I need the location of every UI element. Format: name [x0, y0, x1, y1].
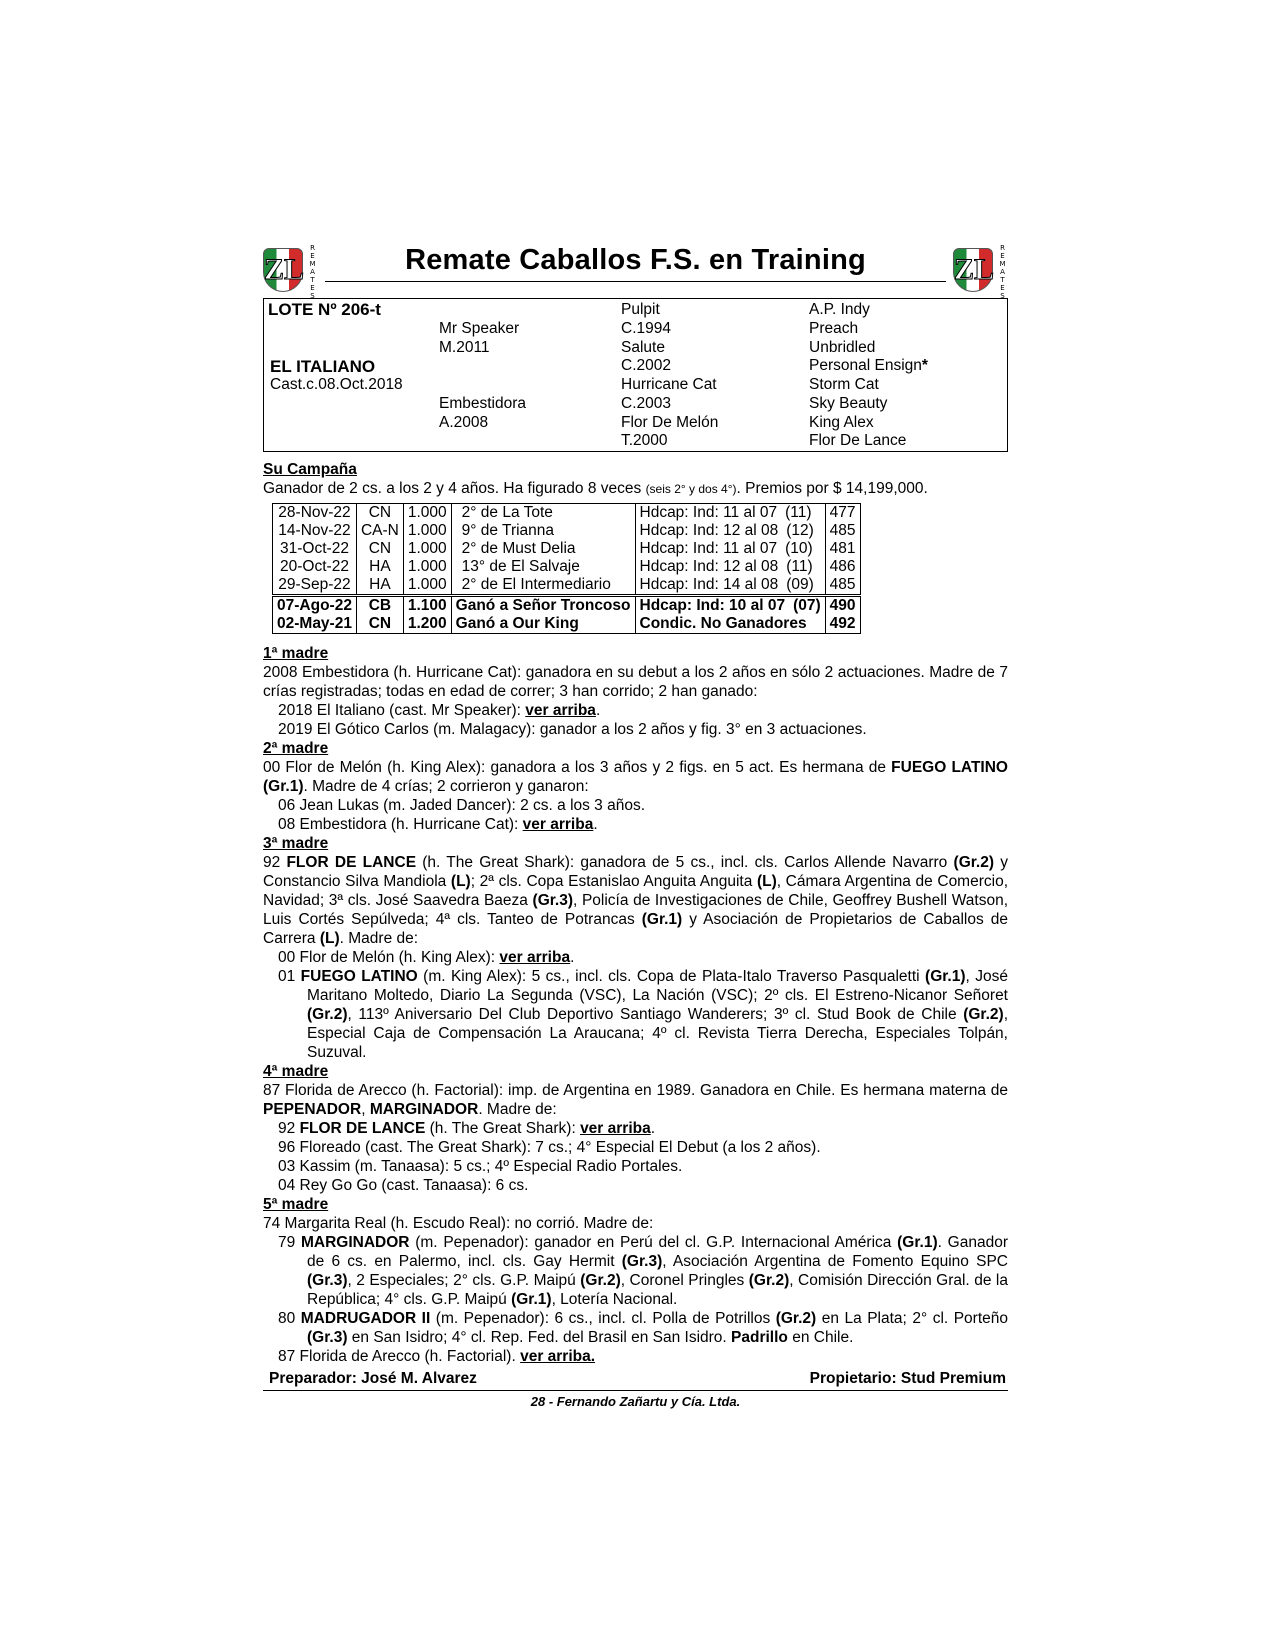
pedigree-g3: Storm Cat	[809, 376, 879, 393]
ver-arriba-link[interactable]: ver arriba	[580, 1120, 651, 1137]
race-result: 13° de El Salvaje	[451, 558, 635, 576]
pedigree-g3: Preach	[809, 320, 859, 337]
pedigree-g2: Pulpit	[621, 301, 660, 318]
fourth-dam-section	[263, 1062, 1008, 1195]
produce-line: 80 MADRUGADOR II (m. Pepenador): 6 cs., incl. cl. Polla de Potrillos (Gr.2) en La Plata; 2° cl. Porteño (Gr.3) en San Isidro; 4° cl. Rep. Fed. del Brasil en San Isidro. Padrillo en Chile.	[278, 1310, 1008, 1346]
ver-arriba-link[interactable]: ver arriba	[499, 949, 571, 966]
race-condition: Hdcap: Ind: 10 al 07 (07)	[635, 596, 825, 616]
race-distance: 1.000	[403, 522, 451, 540]
race-result: 2° de Must Delia	[451, 540, 635, 558]
race-date: 07-Ago-22	[273, 596, 357, 616]
lote-number: LOTE Nº 206-t	[268, 300, 381, 319]
dam: Embestidora	[439, 395, 527, 412]
pedigree-g3: Personal Ensign*	[809, 357, 928, 374]
win-row	[273, 596, 861, 616]
page-title: Remate Caballos F.S. en Training	[325, 244, 946, 282]
race-row	[273, 558, 861, 576]
logo-left: ZL REMATES	[264, 244, 317, 300]
race-track: CN	[356, 540, 403, 558]
produce-line: 00 Flor de Melón (h. King Alex): ver arriba.	[278, 949, 575, 966]
ver-arriba-link[interactable]: ver arriba	[525, 702, 596, 719]
paragraph: 87 Florida de Arecco (h. Factorial): imp. de Argentina en 1989. Ganadora en Chile. Es hermana materna de PEPENADOR, MARGINADOR. Madre de:	[263, 1082, 1008, 1118]
race-weight: 481	[825, 540, 860, 558]
campaign-section	[263, 460, 1008, 499]
section-heading: 2ª madre	[263, 740, 329, 757]
footer-credits	[263, 1370, 1008, 1391]
race-condition: Hdcap: Ind: 14 al 08 (09)	[635, 576, 825, 596]
race-track: HA	[356, 558, 403, 576]
pedigree-g2: Salute	[621, 339, 665, 356]
pedigree-g2: Flor De Melón	[621, 414, 719, 431]
pedigree-g2: C.2002	[621, 357, 671, 374]
race-weight: 477	[825, 504, 860, 523]
logo-right: ZL REMATES	[954, 244, 1007, 300]
race-track: CA-N	[356, 522, 403, 540]
race-row	[273, 504, 861, 523]
race-distance: 1.200	[403, 615, 451, 634]
race-date: 20-Oct-22	[273, 558, 357, 576]
logo-vertical-text: REMATES	[998, 244, 1007, 300]
paragraph: 2008 Embestidora (h. Hurricane Cat): ganadora en su debut a los 2 años en sólo 2 actuaciones. Madre de 7 crías registradas; todas en edad de correr; 3 han corrido; 2 han ganado:	[263, 664, 1008, 700]
race-condition: Hdcap: Ind: 11 al 07 (10)	[635, 540, 825, 558]
campaign-summary: Ganador de 2 cs. a los 2 y 4 años. Ha figurado 8 veces (seis 2° y dos 4°). Premios por $ 14,199,000.	[263, 480, 928, 497]
pedigree-box	[263, 298, 1008, 452]
section-heading: 1ª madre	[263, 645, 329, 662]
dam-info: A.2008	[439, 414, 489, 431]
race-result: Ganó a Our King	[451, 615, 635, 634]
page-footer: 28 - Fernando Zañartu y Cía. Ltda.	[530, 1394, 741, 1409]
race-condition: Hdcap: Ind: 11 al 07 (11)	[635, 504, 825, 523]
race-distance: 1.000	[403, 540, 451, 558]
owner: Propietario: Stud Premium	[809, 1370, 1006, 1387]
section-heading: 4ª madre	[263, 1063, 329, 1080]
race-result: 2° de La Tote	[451, 504, 635, 523]
catalog-page	[263, 240, 1008, 1409]
produce-line: 06 Jean Lukas (m. Jaded Dancer): 2 cs. a los 3 años.	[278, 797, 646, 814]
race-date: 02-May-21	[273, 615, 357, 634]
race-weight: 490	[825, 596, 860, 616]
race-weight: 486	[825, 558, 860, 576]
race-result: 2° de El Intermediario	[451, 576, 635, 596]
paragraph: 74 Margarita Real (h. Escudo Real): no corrió. Madre de:	[263, 1215, 654, 1232]
horse-desc: Cast.c.08.Oct.2018	[270, 376, 403, 393]
campaign-heading: Su Campaña	[263, 461, 357, 478]
race-date: 29-Sep-22	[273, 576, 357, 596]
pedigree-g3: King Alex	[809, 414, 874, 431]
race-condition: Hdcap: Ind: 12 al 08 (11)	[635, 558, 825, 576]
third-dam-section	[263, 834, 1008, 1062]
race-track: CN	[356, 615, 403, 634]
pedigree-g3: Sky Beauty	[809, 395, 888, 412]
race-row	[273, 540, 861, 558]
ver-arriba-link[interactable]: ver arriba	[522, 816, 594, 833]
produce-line: 96 Floreado (cast. The Great Shark): 7 cs.; 4° Especial El Debut (a los 2 años).	[278, 1139, 821, 1156]
produce-line: 79 MARGINADOR (m. Pepenador): ganador en Perú del cl. G.P. Internacional América (Gr.1). Ganador de 6 cs. en Palermo, incl. cls. Gay Hermit (Gr.3), Asociación Argentina de Fomento Equino SPC (Gr.3), 2 Especiales; 2° cls. G.P. Maipú (Gr.2), Coronel Pringles (Gr.2), Comisión Dirección Gral. de la República; 4° cls. G.P. Maipú (Gr.1), Lotería Nacional.	[278, 1234, 1008, 1308]
pedigree-g3: A.P. Indy	[809, 301, 870, 318]
race-condition: Hdcap: Ind: 12 al 08 (12)	[635, 522, 825, 540]
race-track: CB	[356, 596, 403, 616]
race-row	[273, 576, 861, 596]
produce-line: 92 FLOR DE LANCE (h. The Great Shark): ver arriba.	[278, 1120, 656, 1137]
race-result: Ganó a Señor Troncoso	[451, 596, 635, 616]
sire: Mr Speaker	[439, 320, 520, 337]
race-distance: 1.100	[403, 596, 451, 616]
pedigree-g2: T.2000	[621, 432, 668, 449]
race-weight: 492	[825, 615, 860, 634]
produce-line: 04 Rey Go Go (cast. Tanaasa): 6 cs.	[278, 1177, 529, 1194]
pedigree-g3: Unbridled	[809, 339, 876, 356]
race-distance: 1.000	[403, 504, 451, 523]
produce-line: 87 Florida de Arecco (h. Factorial). ver arriba.	[278, 1348, 596, 1365]
sire-info: M.2011	[439, 339, 490, 356]
trainer: Preparador: José M. Alvarez	[269, 1370, 477, 1387]
race-date: 14-Nov-22	[273, 522, 357, 540]
paragraph: 00 Flor de Melón (h. King Alex): ganadora a los 3 años y 2 figs. en 5 act. Es hermana de FUEGO LATINO (Gr.1). Madre de 4 crías; 2 corrieron y ganaron:	[263, 759, 1008, 795]
race-track: HA	[356, 576, 403, 596]
section-heading: 3ª madre	[263, 835, 329, 852]
second-dam-section	[263, 739, 1008, 834]
race-date: 31-Oct-22	[273, 540, 357, 558]
race-distance: 1.000	[403, 558, 451, 576]
produce-line: 2019 El Gótico Carlos (m. Malagacy): ganador a los 2 años y fig. 3° en 3 actuaciones.	[278, 721, 867, 738]
fifth-dam-section	[263, 1195, 1008, 1366]
races-table	[272, 503, 861, 634]
race-weight: 485	[825, 576, 860, 596]
produce-line: 08 Embestidora (h. Hurricane Cat): ver arriba.	[278, 816, 598, 833]
race-weight: 485	[825, 522, 860, 540]
logo-vertical-text: REMATES	[308, 244, 317, 300]
first-dam-section	[263, 644, 1008, 739]
race-distance: 1.000	[403, 576, 451, 596]
produce-line: 03 Kassim (m. Tanaasa): 5 cs.; 4º Especial Radio Portales.	[278, 1158, 683, 1175]
section-heading: 5ª madre	[263, 1196, 329, 1213]
ver-arriba-link[interactable]: ver arriba.	[520, 1348, 596, 1365]
race-row	[273, 522, 861, 540]
race-date: 28-Nov-22	[273, 504, 357, 523]
horse-name: EL ITALIANO	[270, 357, 376, 376]
pedigree-g2: C.1994	[621, 320, 671, 337]
win-row	[273, 615, 861, 634]
pedigree-g2: Hurricane Cat	[621, 376, 717, 393]
produce-line: 2018 El Italiano (cast. Mr Speaker): ver arriba.	[278, 702, 601, 719]
pedigree-g3: Flor De Lance	[809, 432, 907, 449]
paragraph: 92 FLOR DE LANCE (h. The Great Shark): ganadora de 5 cs., incl. cls. Carlos Allende Navarro (Gr.2) y Constancio Silva Mandiola (L); 2ª cls. Copa Estanislao Anguita Anguita (L), Cámara Argentina de Comercio, Navidad; 3ª cls. José Saavedra Baeza (Gr.3), Policía de Investigaciones de Chile, Geoffrey Bushell Watson, Luis Cortés Sepúlveda; 4ª cls. Tanteo de Potrancas (Gr.1) y Asociación de Propietarios de Caballos de Carrera (L). Madre de:	[263, 854, 1009, 947]
race-track: CN	[356, 504, 403, 523]
race-condition: Condic. No Ganadores	[635, 615, 825, 634]
pedigree-g2: C.2003	[621, 395, 671, 412]
produce-line: 01 FUEGO LATINO (m. King Alex): 5 cs., incl. cls. Copa de Plata-Italo Traverso Pasqualetti (Gr.1), José Maritano Moltedo, Diario La Segunda (VSC), La Nación (VSC); 2º cls. El Estreno-Nicanor Señoret (Gr.2), 113º Aniversario Del Club Deportivo Santiago Wanderers; 3º cl. Stud Book de Chile (Gr.2), Especial Caja de Compensación La Araucana; 4º cl. Revista Tierra Derecha, Especiales Tolpán, Suzuval.	[278, 968, 1008, 1061]
header	[263, 240, 1008, 300]
race-result: 9° de Trianna	[451, 522, 635, 540]
